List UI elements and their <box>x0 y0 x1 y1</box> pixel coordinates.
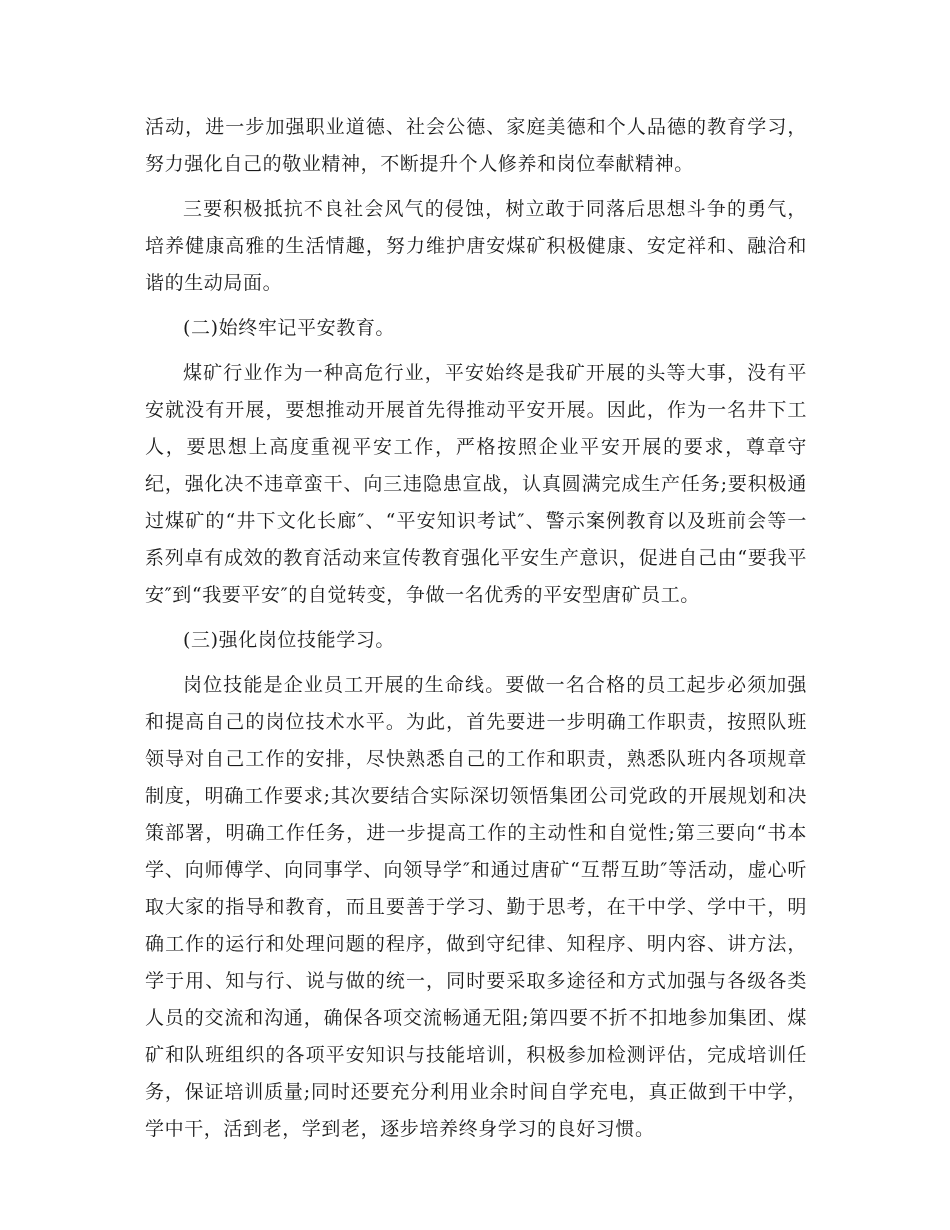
paragraph-gap <box>145 302 807 310</box>
paragraph-gap <box>145 614 807 622</box>
paragraph-skill-learning: 岗位技能是企业员工开展的生命线。要做一名合格的员工起步必须加强和提高自己的岗位技术水平。为此，首先要进一步明确工作职责，按照队班领导对自己工作的安排，尽快熟悉自己的工作和职责，熟悉队班内各项规章制度，明确工作要求;其次要结合实际深切领悟集团公司党政的开展规划和决策部署，明确工作任务，进一步提高工作的主动性和自觉性;第三要向“书本学、向师傅学、向同事学、向领导学″和通过唐矿“互帮互助″等活动，虚心听取大家的指导和教育，而且要善于学习、勤于思考，在干中学、学中干，明确工作的运行和处理问题的程序，做到守纪律、知程序、明内容、讲方法，学于用、知与行、说与做的统一，同时要采取多途径和方式加强与各级各类人员的交流和沟通，确保各项交流畅通无阻;第四要不折不扣地参加集团、煤矿和队班组织的各项平安知识与技能培训，积极参加检测评估，完成培训任务，保证培训质量;同时还要充分利用业余时间自学充电，真正做到干中学，学中干，活到老，学到老，逐步培养终身学习的良好习惯。 <box>145 674 807 1140</box>
paragraph-gap <box>145 347 807 355</box>
paragraph-gap <box>145 659 807 667</box>
paragraph-continued: 活动，进一步加强职业道德、社会公德、家庭美德和个人品德的教育学习，努力强化自己的敬业精神，不断提升个人修养和岗位奉献精神。 <box>145 116 807 175</box>
section-heading-skill-learning: (三)强化岗位技能学习。 <box>183 629 396 651</box>
paragraph-gap <box>145 183 807 191</box>
section-heading-safety-education: (二)始终牢记平安教育。 <box>183 317 396 339</box>
document-page <box>145 109 807 1148</box>
paragraph-resist-bad-habits: 三要积极抵抗不良社会风气的侵蚀，树立敢于同落后思想斗争的勇气，培养健康高雅的生活情趣，努力维护唐安煤矿积极健康、安定祥和、融洽和谐的生动局面。 <box>145 198 807 294</box>
paragraph-safety-education: 煤矿行业作为一种高危行业，平安始终是我矿开展的头等大事，没有平安就没有开展，要想推动开展首先得推动平安开展。因此，作为一名井下工人，要思想上高度重视平安工作，严格按照企业平安开展的要求，尊章守纪，强化决不违章蛮干、向三违隐患宣战，认真圆满完成生产任务;要积极通过煤矿的“井下文化长廊″、“平安知识考试″、警示案例教育以及班前会等一系列卓有成效的教育活动来宣传教育强化平安生产意识，促进自己由“要我平安″到“我要平安″的自觉转变，争做一名优秀的平安型唐矿员工。 <box>145 362 807 606</box>
